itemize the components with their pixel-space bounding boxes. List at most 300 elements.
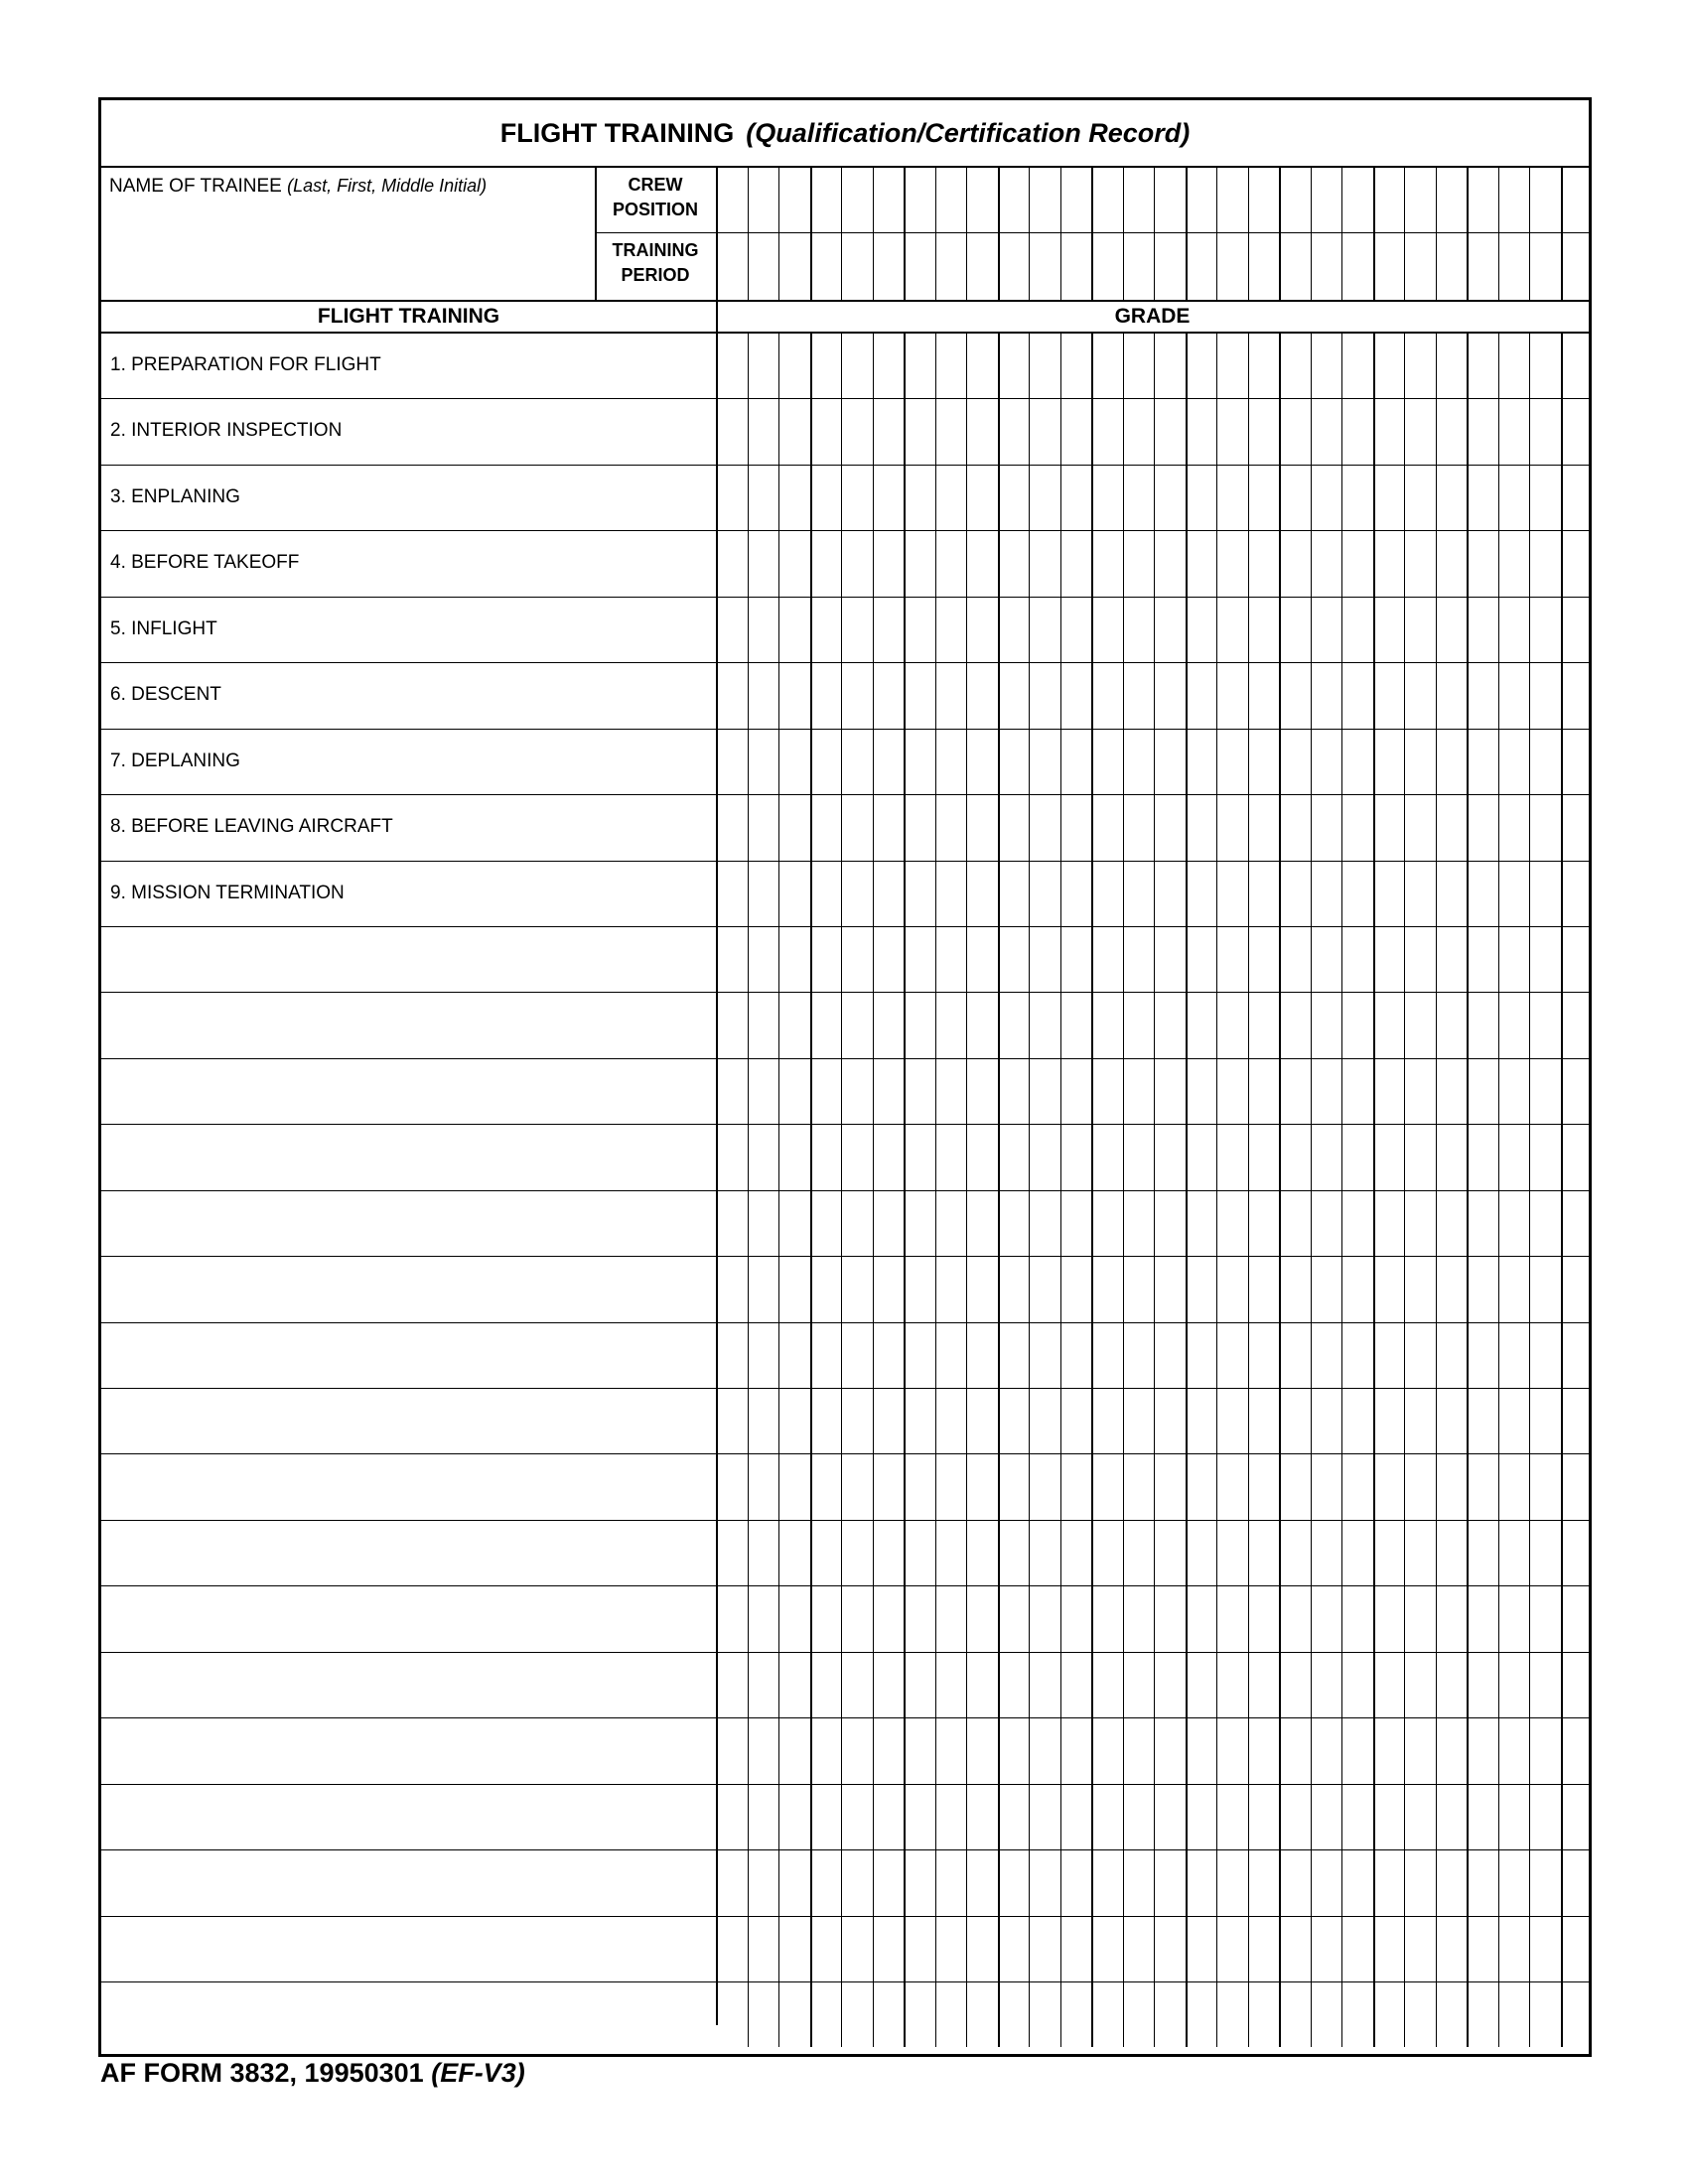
grade-cell[interactable] [1530, 1982, 1560, 2046]
grade-cell[interactable] [1124, 1125, 1154, 1188]
grade-cell[interactable] [1342, 1521, 1372, 1584]
grade-cell[interactable] [811, 927, 841, 991]
grade-cell[interactable] [1312, 1059, 1341, 1123]
grade-cell[interactable] [967, 1586, 997, 1650]
grade-cell[interactable] [1092, 1586, 1122, 1650]
grade-cell[interactable] [1562, 1454, 1592, 1518]
grade-cell[interactable] [1187, 1982, 1216, 2046]
grade-cell[interactable] [905, 1586, 934, 1650]
grade-cell[interactable] [1499, 927, 1529, 991]
grade-cell[interactable] [717, 1125, 747, 1188]
training-item-input[interactable] [105, 1528, 713, 1579]
grade-cell[interactable] [779, 730, 809, 793]
grade-cell[interactable] [1187, 1785, 1216, 1848]
grade-cell[interactable] [1030, 531, 1059, 595]
grade-cell[interactable] [1061, 466, 1091, 529]
crew-position-cell[interactable] [1280, 168, 1310, 231]
grade-cell[interactable] [999, 927, 1029, 991]
training-period-cell[interactable] [999, 234, 1029, 299]
grade-cell[interactable] [999, 1521, 1029, 1584]
training-period-cell[interactable] [779, 234, 809, 299]
training-period-cell[interactable] [1092, 234, 1122, 299]
grade-cell[interactable] [1405, 1125, 1435, 1188]
training-period-cell[interactable] [874, 234, 904, 299]
grade-cell[interactable] [967, 1257, 997, 1320]
grade-cell[interactable] [967, 1718, 997, 1782]
grade-cell[interactable] [999, 1982, 1029, 2046]
grade-cell[interactable] [1249, 1059, 1279, 1123]
grade-cell[interactable] [1124, 466, 1154, 529]
grade-cell[interactable] [1092, 1125, 1122, 1188]
grade-cell[interactable] [1155, 1785, 1185, 1848]
grade-cell[interactable] [749, 1257, 778, 1320]
grade-cell[interactable] [1187, 1389, 1216, 1452]
grade-cell[interactable] [1092, 795, 1122, 859]
grade-cell[interactable] [1437, 1059, 1467, 1123]
grade-cell[interactable] [779, 1323, 809, 1387]
grade-cell[interactable] [1187, 1521, 1216, 1584]
grade-cell[interactable] [1530, 1917, 1560, 1980]
grade-cell[interactable] [1405, 1850, 1435, 1914]
grade-cell[interactable] [1437, 862, 1467, 925]
grade-cell[interactable] [1562, 1982, 1592, 2046]
grade-cell[interactable] [967, 399, 997, 463]
grade-cell[interactable] [1468, 993, 1497, 1056]
grade-cell[interactable] [874, 862, 904, 925]
grade-cell[interactable] [1312, 1454, 1341, 1518]
grade-cell[interactable] [1530, 1653, 1560, 1716]
grade-cell[interactable] [1217, 730, 1247, 793]
grade-cell[interactable] [1405, 1454, 1435, 1518]
grade-cell[interactable] [1374, 1389, 1404, 1452]
grade-cell[interactable] [1499, 1917, 1529, 1980]
grade-cell[interactable] [1061, 795, 1091, 859]
grade-cell[interactable] [1092, 1785, 1122, 1848]
grade-cell[interactable] [811, 598, 841, 661]
grade-cell[interactable] [1155, 1982, 1185, 2046]
grade-cell[interactable] [1374, 399, 1404, 463]
grade-cell[interactable] [967, 1125, 997, 1188]
grade-cell[interactable] [1249, 927, 1279, 991]
grade-cell[interactable] [1312, 1191, 1341, 1255]
grade-cell[interactable] [1562, 862, 1592, 925]
grade-cell[interactable] [1124, 993, 1154, 1056]
grade-cell[interactable] [1187, 1257, 1216, 1320]
grade-cell[interactable] [874, 1521, 904, 1584]
grade-cell[interactable] [1217, 531, 1247, 595]
grade-cell[interactable] [842, 927, 872, 991]
grade-cell[interactable] [811, 1586, 841, 1650]
grade-cell[interactable] [1187, 1323, 1216, 1387]
grade-cell[interactable] [1061, 1586, 1091, 1650]
crew-position-cell[interactable] [1405, 168, 1435, 231]
grade-cell[interactable] [1124, 1785, 1154, 1848]
grade-cell[interactable] [811, 1191, 841, 1255]
grade-cell[interactable] [1374, 663, 1404, 727]
grade-cell[interactable] [874, 1257, 904, 1320]
grade-cell[interactable] [1499, 531, 1529, 595]
grade-cell[interactable] [1405, 1191, 1435, 1255]
grade-cell[interactable] [999, 663, 1029, 727]
grade-cell[interactable] [1155, 663, 1185, 727]
grade-cell[interactable] [842, 730, 872, 793]
grade-cell[interactable] [1249, 1257, 1279, 1320]
grade-cell[interactable] [811, 466, 841, 529]
grade-cell[interactable] [1437, 927, 1467, 991]
grade-cell[interactable] [717, 466, 747, 529]
grade-cell[interactable] [1061, 1191, 1091, 1255]
training-period-cell[interactable] [905, 234, 934, 299]
grade-cell[interactable] [1437, 1323, 1467, 1387]
grade-cell[interactable] [842, 862, 872, 925]
grade-cell[interactable] [1437, 1454, 1467, 1518]
grade-cell[interactable] [1468, 730, 1497, 793]
grade-cell[interactable] [1092, 1521, 1122, 1584]
training-period-cell[interactable] [717, 234, 747, 299]
grade-cell[interactable] [1499, 1257, 1529, 1320]
grade-cell[interactable] [905, 466, 934, 529]
grade-cell[interactable] [1342, 1653, 1372, 1716]
grade-cell[interactable] [1562, 1586, 1592, 1650]
grade-cell[interactable] [905, 531, 934, 595]
grade-cell[interactable] [1437, 399, 1467, 463]
crew-position-cell[interactable] [779, 168, 809, 231]
grade-cell[interactable] [999, 1718, 1029, 1782]
grade-cell[interactable] [842, 1323, 872, 1387]
grade-cell[interactable] [1030, 598, 1059, 661]
grade-cell[interactable] [749, 862, 778, 925]
grade-cell[interactable] [779, 1389, 809, 1452]
grade-cell[interactable] [1124, 1653, 1154, 1716]
grade-cell[interactable] [717, 1257, 747, 1320]
grade-cell[interactable] [1061, 730, 1091, 793]
grade-cell[interactable] [1124, 1454, 1154, 1518]
crew-position-cell[interactable] [1468, 168, 1497, 231]
grade-cell[interactable] [1342, 531, 1372, 595]
grade-cell[interactable] [905, 1521, 934, 1584]
grade-cell[interactable] [1437, 1785, 1467, 1848]
grade-cell[interactable] [1374, 862, 1404, 925]
grade-cell[interactable] [1061, 862, 1091, 925]
training-item-input[interactable] [105, 1000, 713, 1051]
grade-cell[interactable] [1030, 1785, 1059, 1848]
grade-cell[interactable] [999, 993, 1029, 1056]
grade-cell[interactable] [1030, 1718, 1059, 1782]
grade-cell[interactable] [1468, 531, 1497, 595]
grade-cell[interactable] [1061, 598, 1091, 661]
training-item-input[interactable] [105, 1330, 713, 1382]
grade-cell[interactable] [1374, 1323, 1404, 1387]
grade-cell[interactable] [874, 1917, 904, 1980]
grade-cell[interactable] [1280, 1586, 1310, 1650]
grade-cell[interactable] [1499, 1125, 1529, 1188]
training-item-input[interactable] [105, 1792, 713, 1843]
grade-cell[interactable] [1405, 1718, 1435, 1782]
grade-cell[interactable] [1061, 1982, 1091, 2046]
grade-cell[interactable] [1092, 1323, 1122, 1387]
grade-cell[interactable] [1562, 598, 1592, 661]
grade-cell[interactable] [1280, 1191, 1310, 1255]
grade-cell[interactable] [749, 1917, 778, 1980]
grade-cell[interactable] [1342, 1454, 1372, 1518]
grade-cell[interactable] [1562, 1191, 1592, 1255]
grade-cell[interactable] [1124, 334, 1154, 397]
grade-cell[interactable] [1124, 1982, 1154, 2046]
grade-cell[interactable] [1562, 531, 1592, 595]
grade-cell[interactable] [1312, 1982, 1341, 2046]
grade-cell[interactable] [1405, 730, 1435, 793]
grade-cell[interactable] [842, 1191, 872, 1255]
grade-cell[interactable] [1530, 730, 1560, 793]
training-period-cell[interactable] [1405, 234, 1435, 299]
grade-cell[interactable] [779, 1059, 809, 1123]
grade-cell[interactable] [811, 795, 841, 859]
grade-cell[interactable] [1499, 862, 1529, 925]
grade-cell[interactable] [1562, 1389, 1592, 1452]
grade-cell[interactable] [967, 1521, 997, 1584]
grade-cell[interactable] [811, 1521, 841, 1584]
grade-cell[interactable] [842, 1257, 872, 1320]
grade-cell[interactable] [779, 1125, 809, 1188]
grade-cell[interactable] [1030, 730, 1059, 793]
training-period-cell[interactable] [967, 234, 997, 299]
grade-cell[interactable] [1155, 1059, 1185, 1123]
grade-cell[interactable] [1530, 1323, 1560, 1387]
training-period-cell[interactable] [1249, 234, 1279, 299]
grade-cell[interactable] [1374, 1982, 1404, 2046]
grade-cell[interactable] [936, 598, 966, 661]
grade-cell[interactable] [1061, 1125, 1091, 1188]
grade-cell[interactable] [1249, 1323, 1279, 1387]
grade-cell[interactable] [1155, 1586, 1185, 1650]
grade-cell[interactable] [1530, 1718, 1560, 1782]
grade-cell[interactable] [1217, 1191, 1247, 1255]
training-period-cell[interactable] [842, 234, 872, 299]
grade-cell[interactable] [1280, 1982, 1310, 2046]
grade-cell[interactable] [1468, 1850, 1497, 1914]
training-item-input[interactable] [105, 1924, 713, 1976]
grade-cell[interactable] [749, 1191, 778, 1255]
grade-cell[interactable] [1030, 1125, 1059, 1188]
crew-position-cell[interactable] [1499, 168, 1529, 231]
grade-cell[interactable] [905, 730, 934, 793]
grade-cell[interactable] [999, 1125, 1029, 1188]
grade-cell[interactable] [749, 1059, 778, 1123]
grade-cell[interactable] [717, 927, 747, 991]
grade-cell[interactable] [1342, 993, 1372, 1056]
grade-cell[interactable] [1061, 1785, 1091, 1848]
grade-cell[interactable] [1249, 1521, 1279, 1584]
grade-cell[interactable] [1030, 1191, 1059, 1255]
grade-cell[interactable] [1468, 1323, 1497, 1387]
grade-cell[interactable] [936, 1653, 966, 1716]
grade-cell[interactable] [874, 730, 904, 793]
grade-cell[interactable] [749, 1982, 778, 2046]
grade-cell[interactable] [1312, 1125, 1341, 1188]
grade-cell[interactable] [999, 466, 1029, 529]
grade-cell[interactable] [1155, 795, 1185, 859]
grade-cell[interactable] [936, 927, 966, 991]
grade-cell[interactable] [1405, 795, 1435, 859]
crew-position-cell[interactable] [874, 168, 904, 231]
grade-cell[interactable] [1437, 795, 1467, 859]
grade-cell[interactable] [1342, 1982, 1372, 2046]
grade-cell[interactable] [1249, 598, 1279, 661]
crew-position-cell[interactable] [717, 168, 747, 231]
crew-position-cell[interactable] [1155, 168, 1185, 231]
grade-cell[interactable] [1061, 1323, 1091, 1387]
grade-cell[interactable] [1187, 862, 1216, 925]
grade-cell[interactable] [1562, 1125, 1592, 1188]
grade-cell[interactable] [936, 1454, 966, 1518]
grade-cell[interactable] [1312, 795, 1341, 859]
grade-cell[interactable] [717, 1653, 747, 1716]
grade-cell[interactable] [1562, 1521, 1592, 1584]
grade-cell[interactable] [717, 1191, 747, 1255]
grade-cell[interactable] [1342, 1125, 1372, 1188]
grade-cell[interactable] [1187, 466, 1216, 529]
training-item-input[interactable] [105, 1989, 713, 2041]
grade-cell[interactable] [779, 862, 809, 925]
grade-cell[interactable] [779, 1850, 809, 1914]
grade-cell[interactable] [1092, 993, 1122, 1056]
grade-cell[interactable] [874, 795, 904, 859]
grade-cell[interactable] [874, 531, 904, 595]
grade-cell[interactable] [749, 730, 778, 793]
grade-cell[interactable] [999, 1586, 1029, 1650]
grade-cell[interactable] [1217, 1785, 1247, 1848]
grade-cell[interactable] [1342, 1389, 1372, 1452]
grade-cell[interactable] [1374, 1059, 1404, 1123]
crew-position-cell[interactable] [1530, 168, 1560, 231]
grade-cell[interactable] [1312, 663, 1341, 727]
grade-cell[interactable] [1217, 1982, 1247, 2046]
grade-cell[interactable] [999, 730, 1029, 793]
grade-cell[interactable] [936, 1917, 966, 1980]
grade-cell[interactable] [1187, 1586, 1216, 1650]
grade-cell[interactable] [1530, 993, 1560, 1056]
grade-cell[interactable] [811, 663, 841, 727]
grade-cell[interactable] [936, 730, 966, 793]
grade-cell[interactable] [1217, 1389, 1247, 1452]
grade-cell[interactable] [1187, 334, 1216, 397]
grade-cell[interactable] [1249, 1191, 1279, 1255]
grade-cell[interactable] [1499, 1059, 1529, 1123]
grade-cell[interactable] [905, 862, 934, 925]
grade-cell[interactable] [936, 862, 966, 925]
grade-cell[interactable] [1280, 1653, 1310, 1716]
grade-cell[interactable] [842, 1653, 872, 1716]
grade-cell[interactable] [1249, 1389, 1279, 1452]
grade-cell[interactable] [905, 795, 934, 859]
grade-cell[interactable] [936, 1191, 966, 1255]
grade-cell[interactable] [1030, 1521, 1059, 1584]
crew-position-cell[interactable] [842, 168, 872, 231]
grade-cell[interactable] [874, 399, 904, 463]
grade-cell[interactable] [1468, 1454, 1497, 1518]
grade-cell[interactable] [749, 795, 778, 859]
grade-cell[interactable] [1280, 334, 1310, 397]
grade-cell[interactable] [967, 1059, 997, 1123]
grade-cell[interactable] [1217, 663, 1247, 727]
grade-cell[interactable] [1280, 862, 1310, 925]
grade-cell[interactable] [811, 531, 841, 595]
grade-cell[interactable] [999, 1059, 1029, 1123]
grade-cell[interactable] [1061, 1653, 1091, 1716]
grade-cell[interactable] [1499, 1785, 1529, 1848]
grade-cell[interactable] [1124, 1389, 1154, 1452]
grade-cell[interactable] [1499, 1850, 1529, 1914]
grade-cell[interactable] [1530, 531, 1560, 595]
grade-cell[interactable] [1499, 795, 1529, 859]
training-item-input[interactable] [105, 1264, 713, 1315]
grade-cell[interactable] [1468, 598, 1497, 661]
grade-cell[interactable] [874, 1191, 904, 1255]
crew-position-cell[interactable] [811, 168, 841, 231]
grade-cell[interactable] [1092, 334, 1122, 397]
grade-cell[interactable] [1061, 334, 1091, 397]
grade-cell[interactable] [1312, 1917, 1341, 1980]
grade-cell[interactable] [967, 1191, 997, 1255]
grade-cell[interactable] [1187, 993, 1216, 1056]
grade-cell[interactable] [1562, 334, 1592, 397]
grade-cell[interactable] [1280, 531, 1310, 595]
grade-cell[interactable] [967, 1785, 997, 1848]
grade-cell[interactable] [1124, 663, 1154, 727]
grade-cell[interactable] [1468, 466, 1497, 529]
training-period-cell[interactable] [749, 234, 778, 299]
grade-cell[interactable] [811, 399, 841, 463]
grade-cell[interactable] [811, 1653, 841, 1716]
grade-cell[interactable] [1405, 1323, 1435, 1387]
grade-cell[interactable] [967, 663, 997, 727]
grade-cell[interactable] [1124, 1917, 1154, 1980]
grade-cell[interactable] [1437, 1389, 1467, 1452]
grade-cell[interactable] [1468, 1059, 1497, 1123]
grade-cell[interactable] [1061, 663, 1091, 727]
grade-cell[interactable] [842, 1917, 872, 1980]
grade-cell[interactable] [811, 1323, 841, 1387]
grade-cell[interactable] [1530, 1586, 1560, 1650]
grade-cell[interactable] [842, 1521, 872, 1584]
grade-cell[interactable] [1155, 1191, 1185, 1255]
grade-cell[interactable] [1499, 1586, 1529, 1650]
grade-cell[interactable] [1374, 1785, 1404, 1848]
grade-cell[interactable] [1280, 1785, 1310, 1848]
grade-cell[interactable] [1468, 1586, 1497, 1650]
grade-cell[interactable] [717, 531, 747, 595]
grade-cell[interactable] [811, 1059, 841, 1123]
grade-cell[interactable] [1187, 1454, 1216, 1518]
grade-cell[interactable] [1155, 1917, 1185, 1980]
grade-cell[interactable] [967, 598, 997, 661]
grade-cell[interactable] [811, 1257, 841, 1320]
grade-cell[interactable] [717, 1323, 747, 1387]
grade-cell[interactable] [1499, 730, 1529, 793]
grade-cell[interactable] [1030, 1653, 1059, 1716]
grade-cell[interactable] [1499, 1323, 1529, 1387]
grade-cell[interactable] [1562, 795, 1592, 859]
training-period-cell[interactable] [1312, 234, 1341, 299]
grade-cell[interactable] [905, 1982, 934, 2046]
grade-cell[interactable] [1468, 399, 1497, 463]
grade-cell[interactable] [1437, 1521, 1467, 1584]
grade-cell[interactable] [1124, 399, 1154, 463]
grade-cell[interactable] [717, 730, 747, 793]
grade-cell[interactable] [1499, 598, 1529, 661]
grade-cell[interactable] [1312, 531, 1341, 595]
grade-cell[interactable] [1092, 1454, 1122, 1518]
